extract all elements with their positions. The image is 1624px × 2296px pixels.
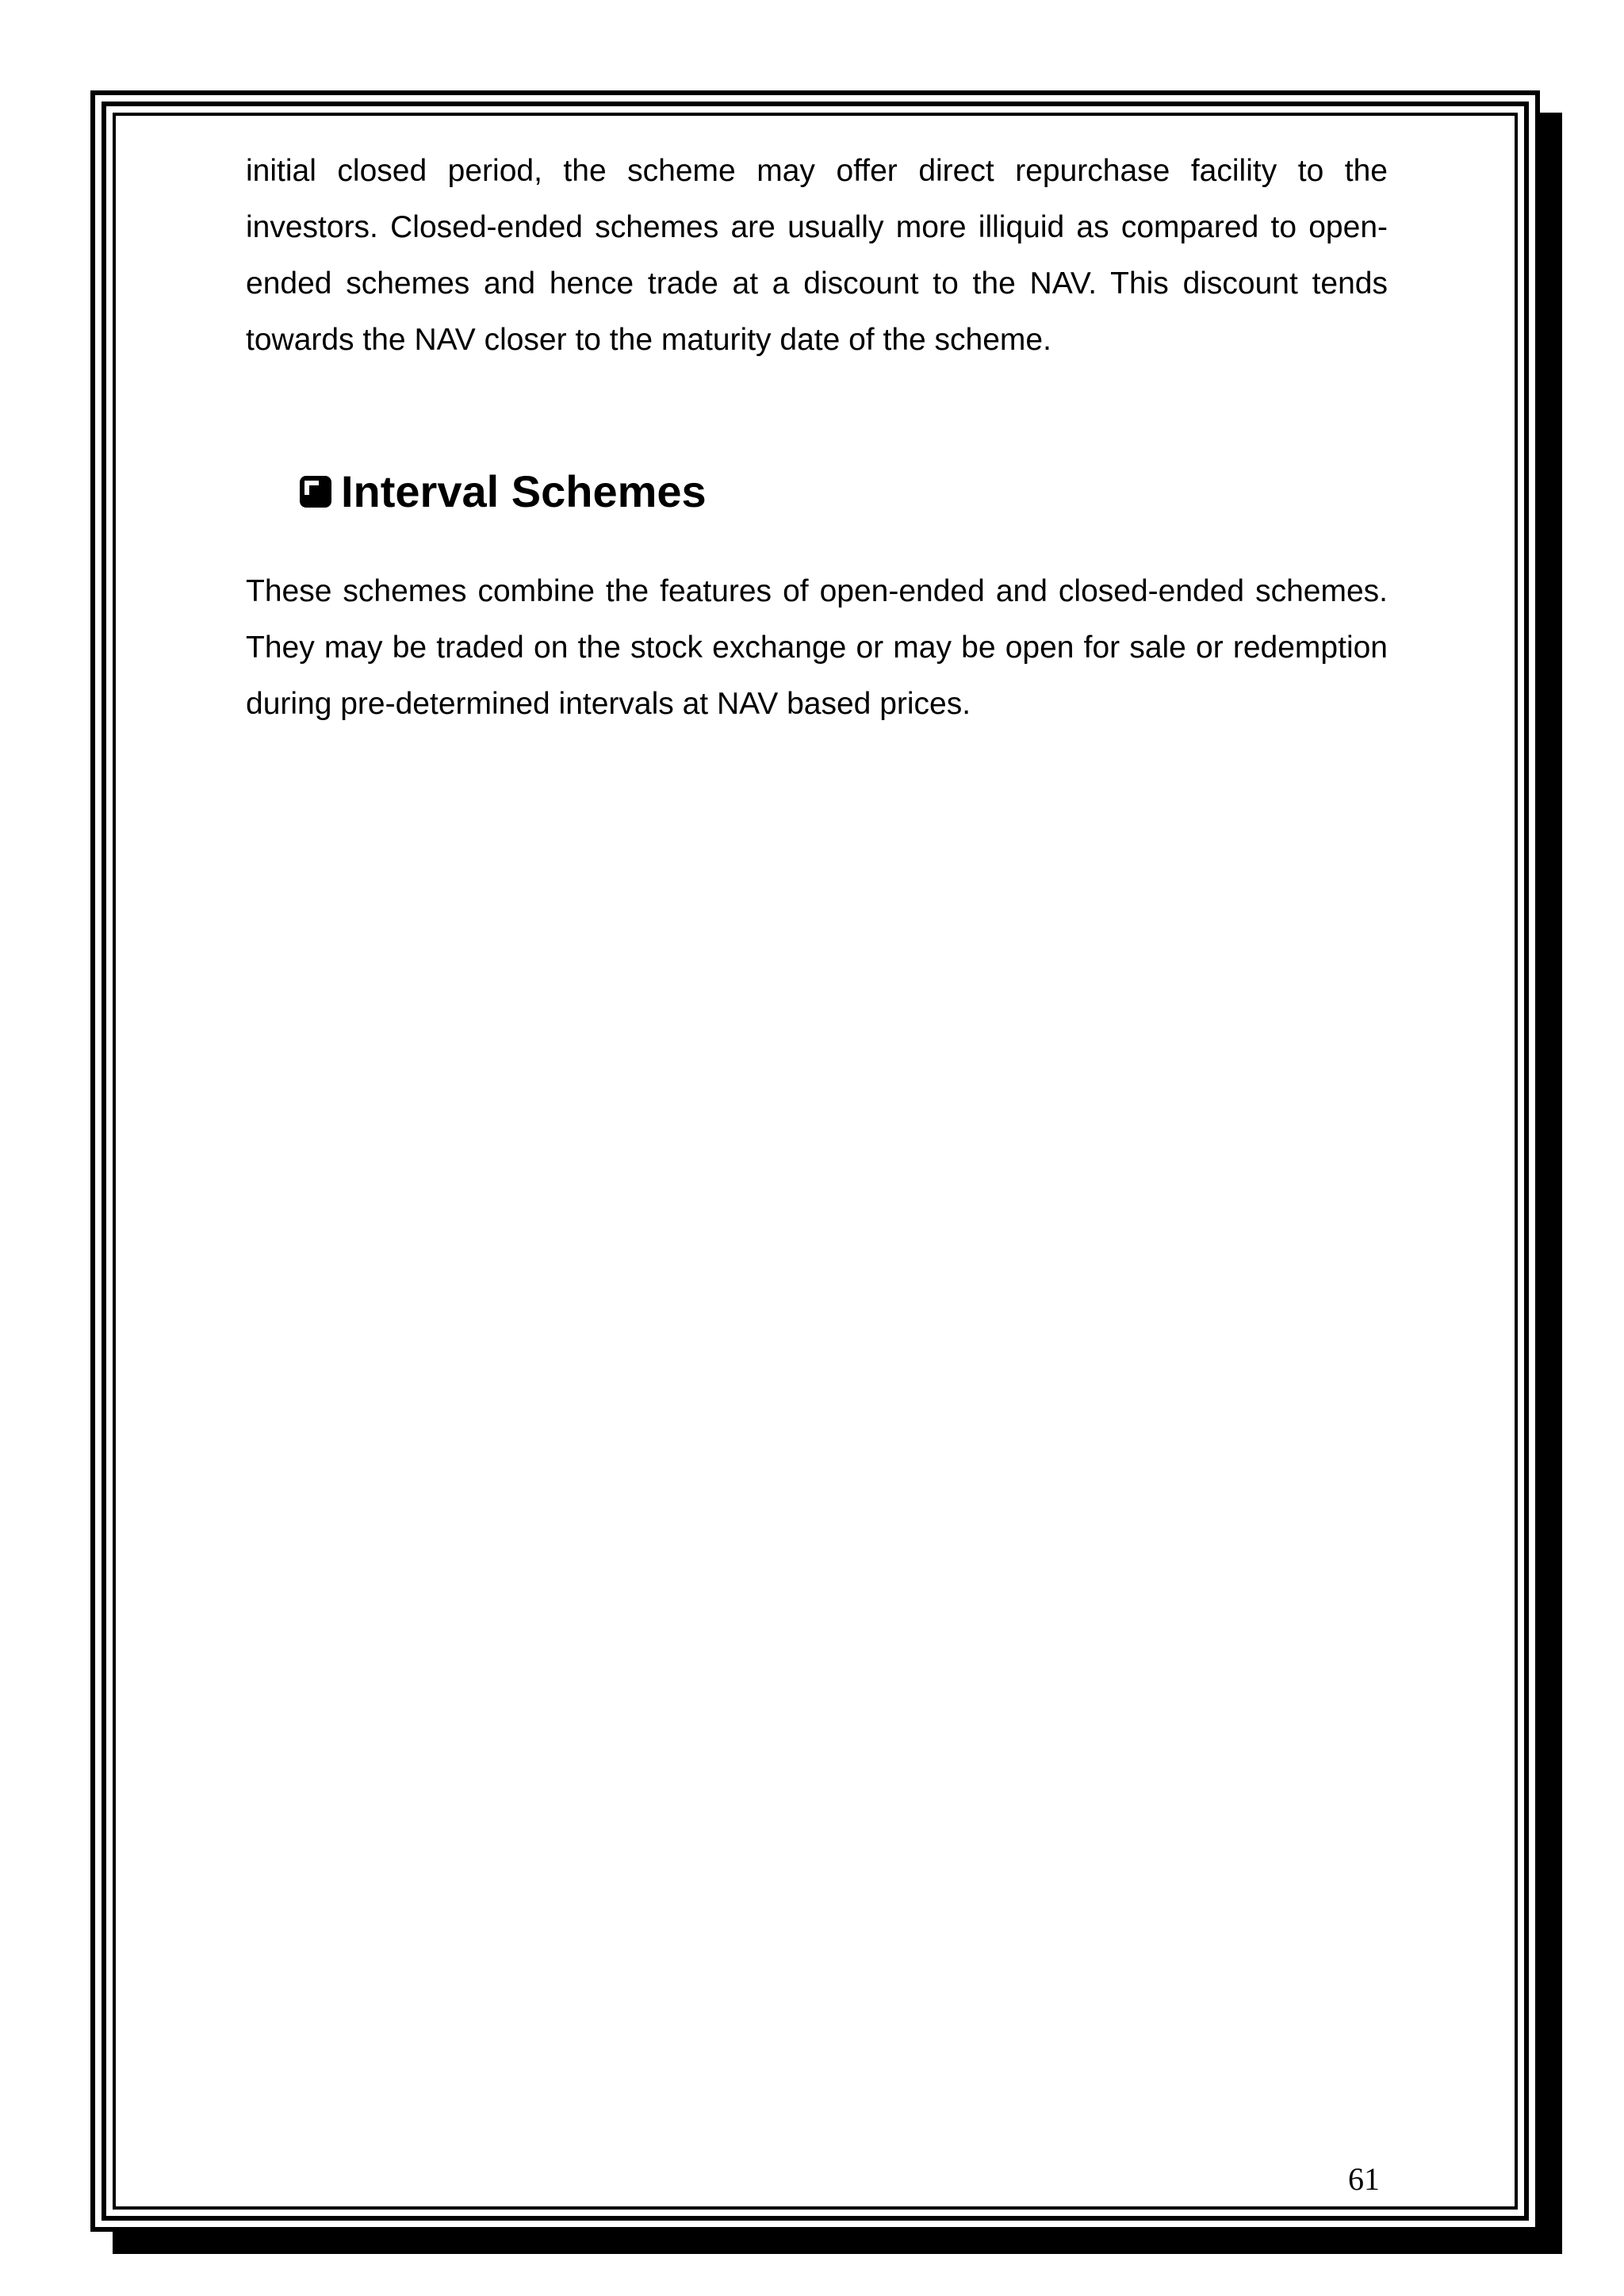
section-heading-text: Interval Schemes xyxy=(341,466,707,516)
paragraph-closed-ended-continuation: initial closed period, the scheme may offer direct repurchase facility to the investors. Closed-ended schemes are usually more illiquid as compared to open-ended schemes and hence trade at a discount to the NAV. This discount tends towards the NAV closer to the maturity date of the scheme. xyxy=(246,154,1388,357)
checkbox-bullet-icon xyxy=(298,474,333,509)
body-text-interval xyxy=(246,563,1388,732)
body-text-top xyxy=(246,143,1388,368)
page-number: 61 xyxy=(1348,2161,1380,2197)
page-border xyxy=(90,90,1540,2232)
section-heading-interval-schemes xyxy=(298,464,707,519)
paragraph-interval-schemes: These schemes combine the features of open-ended and closed-ended schemes. They may be traded on the stock exchange or may be open for sale or redemption during pre-determined intervals at NAV based prices. xyxy=(246,574,1388,721)
